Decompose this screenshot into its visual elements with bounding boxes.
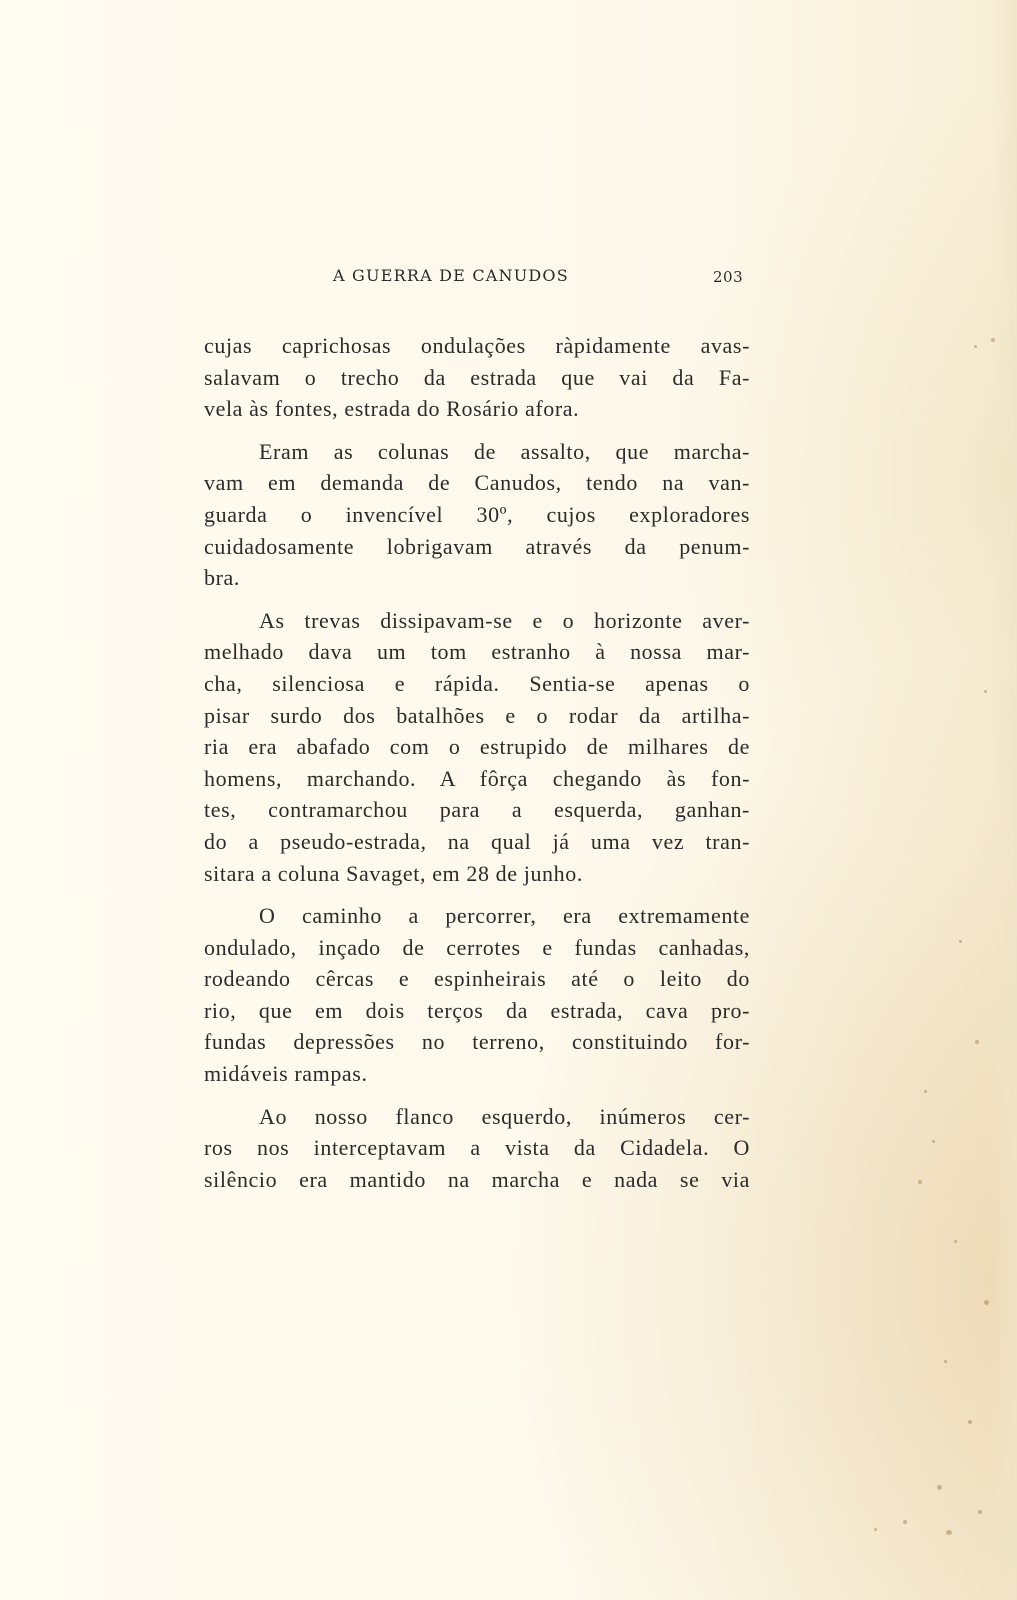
text-line: As trevas dissipavam-se e o horizonte aver- <box>259 607 750 633</box>
foxing-spot <box>984 1300 989 1305</box>
foxing-spot <box>968 1420 972 1424</box>
text-line: ondulado, inçado de cerrotes e fundas canhadas, <box>204 934 750 960</box>
text-line: ria era abafado com o estrupido de milhares de <box>204 734 750 760</box>
text-line: salavam o trecho da estrada que vai da Fa- <box>204 364 750 390</box>
foxing-spot <box>984 690 987 693</box>
foxing-spot <box>918 1180 922 1184</box>
foxing-spot <box>991 338 995 342</box>
text-line: O caminho a percorrer, era extremamente <box>259 903 750 929</box>
foxing-spot <box>946 1530 952 1535</box>
body-text <box>204 330 750 1195</box>
text-line: rodeando cêrcas e espinheirais até o leito do <box>204 966 750 992</box>
text-line: Eram as colunas de assalto, que marcha- <box>259 438 750 464</box>
foxing-spot <box>944 1360 947 1363</box>
foxing-spot <box>924 1090 927 1093</box>
text-line: rio, que em dois terços da estrada, cava pro- <box>204 997 750 1023</box>
paragraph <box>204 900 750 1090</box>
text-line: vam em demanda de Canudos, tendo na van- <box>204 470 750 496</box>
foxing-spot <box>874 1528 877 1531</box>
text-line: bra. <box>204 565 240 591</box>
text-line: ros nos interceptavam a vista da Cidadela. O <box>204 1135 750 1161</box>
foxing-spot <box>959 940 962 943</box>
running-header <box>333 262 763 292</box>
text-line: vela às fontes, estrada do Rosário afora. <box>204 396 580 422</box>
page-number: 203 <box>713 268 744 286</box>
foxing-spot <box>937 1485 942 1490</box>
paragraph <box>204 605 750 889</box>
foxing-spot <box>903 1520 907 1524</box>
running-title: A GUERRA DE CANUDOS <box>333 266 569 285</box>
paragraph <box>204 436 750 594</box>
text-line: guarda o invencível 30º, cujos exploradores <box>204 501 750 527</box>
text-line: cha, silenciosa e rápida. Sentia-se apenas o <box>204 670 750 696</box>
text-line: cuidadosamente lobrigavam através da penum- <box>204 533 750 559</box>
text-line: do a pseudo-estrada, na qual já uma vez tran- <box>204 828 750 854</box>
text-line: pisar surdo dos batalhões e o rodar da artilha- <box>204 702 750 728</box>
text-line: sitara a coluna Savaget, em 28 de junho. <box>204 860 583 886</box>
text-line: Ao nosso flanco esquerdo, inúmeros cer- <box>259 1103 750 1129</box>
text-line: cujas caprichosas ondulações ràpidamente avas- <box>204 333 750 358</box>
foxing-spot <box>978 1510 982 1514</box>
foxing-spot <box>974 345 977 348</box>
text-line: tes, contramarchou para a esquerda, ganhan- <box>204 797 750 823</box>
text-line: midáveis rampas. <box>204 1061 368 1087</box>
text-line: homens, marchando. A fôrça chegando às fon- <box>204 765 750 791</box>
paragraph <box>204 1101 750 1196</box>
foxing-spot <box>975 1040 979 1044</box>
foxing-spot <box>932 1140 935 1143</box>
text-line: fundas depressões no terreno, constituindo for- <box>204 1029 750 1055</box>
page-edge-stain <box>993 0 1017 1600</box>
text-line: silêncio era mantido na marcha e nada se via <box>204 1166 750 1192</box>
foxing-spot <box>954 1240 957 1243</box>
paragraph <box>204 330 750 425</box>
text-line: melhado dava um tom estranho à nossa mar- <box>204 639 750 665</box>
